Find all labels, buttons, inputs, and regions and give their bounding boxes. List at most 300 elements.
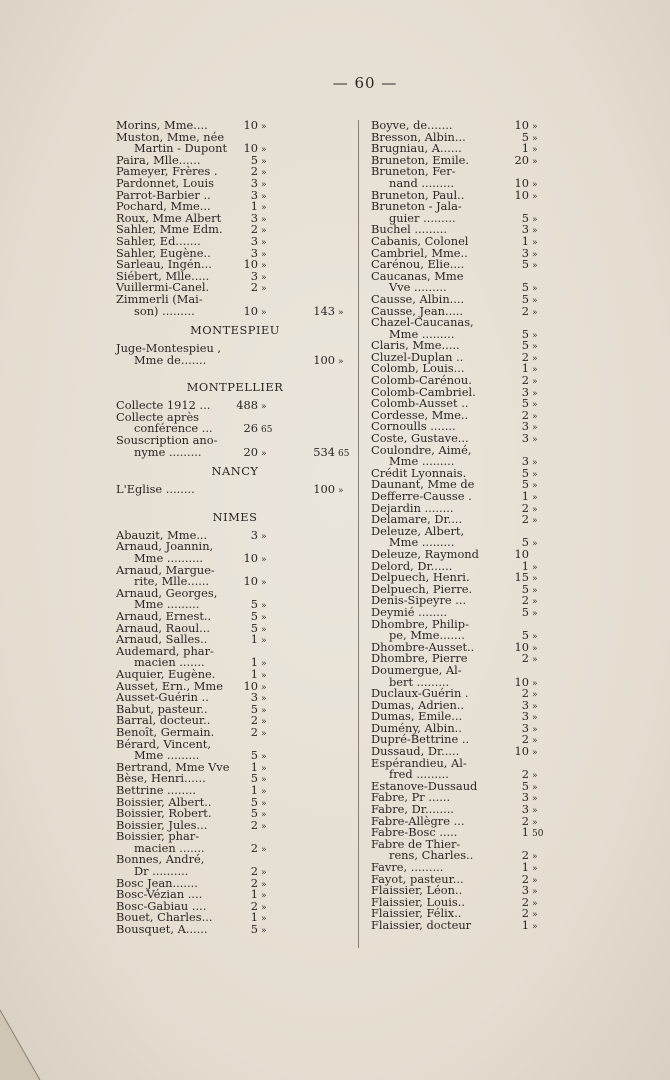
donation-amount: [236, 444, 282, 461]
amount-value: 3: [250, 690, 258, 705]
amount-value: 10: [514, 639, 529, 654]
donor-name: Arnaud, Georges,: [116, 585, 218, 600]
amount-value: 5: [250, 620, 258, 635]
right-column: [371, 120, 543, 932]
amount-cents: »: [532, 921, 538, 932]
amount-value: 3: [250, 175, 258, 190]
amount-cents: »: [532, 365, 538, 376]
amount-value: 2: [521, 373, 529, 388]
donor-name: Coste, Gustave...: [371, 431, 469, 446]
amount-cents: »: [261, 891, 267, 902]
amount-cents: »: [261, 659, 267, 670]
donor-name: Dhombre, Philip-: [371, 616, 469, 631]
amount-value: 10: [514, 118, 529, 132]
donor-name: Boissier, Robert.: [116, 806, 212, 821]
amount-value: 1: [521, 558, 529, 573]
amount-cents: »: [532, 655, 538, 666]
donor-name: Deleuze, Raymond: [371, 546, 479, 561]
donor-name: Juge-Montespieu ,: [116, 341, 222, 356]
donor-name: Flaissier, docteur: [371, 917, 472, 932]
donor-name: Fabre-Allègre ...: [371, 813, 465, 828]
amount-value: 5: [521, 326, 529, 341]
donor-name: Deymié ........: [371, 604, 448, 619]
donor-name: Souscription ano-: [116, 433, 218, 448]
amount-cents: »: [261, 307, 267, 318]
amount-value: 3: [521, 802, 529, 817]
amount-value: 3: [250, 187, 258, 202]
donor-name: Cabanis, Colonel: [371, 233, 469, 248]
donor-name: Dejardin ........: [371, 500, 454, 515]
donor-name: Flaissier, Louis..: [371, 894, 465, 909]
donor-name: Mme ..........: [134, 551, 204, 566]
donor-name: Dumény, Albin..: [371, 720, 462, 735]
amount-cents: »: [532, 516, 538, 527]
amount-cents: »: [261, 156, 267, 167]
amount-cents: »: [532, 608, 538, 619]
amount-cents: »: [532, 261, 538, 272]
donor-name: Barral, docteur..: [116, 713, 211, 728]
amount-cents: »: [532, 643, 538, 654]
donor-name: Bosc-Vézian ....: [116, 887, 203, 902]
section-heading: MONTPELLIER: [186, 380, 284, 395]
amount-cents: »: [532, 295, 538, 306]
donor-name: Bousquet, A......: [116, 922, 208, 937]
amount-cents: »: [261, 249, 267, 260]
amount-value: 5: [250, 771, 258, 786]
amount-value: 2: [250, 840, 258, 855]
donor-name: Vve .........: [389, 280, 447, 295]
amount-cents: »: [532, 597, 538, 608]
amount-cents: »: [261, 203, 267, 214]
page-number: — 60 —: [332, 74, 398, 92]
donor-name: Favre, .........: [371, 860, 444, 874]
amount-cents: »: [532, 585, 538, 596]
amount-cents: »: [532, 388, 538, 399]
donor-name: Sarleau, Ingén...: [116, 257, 212, 272]
donor-name: Cambriel, Mme..: [371, 245, 468, 260]
amount-cents: »: [532, 156, 538, 167]
amount-value: 1: [250, 910, 258, 925]
amount-cents: »: [532, 353, 538, 364]
amount-value: 3: [250, 527, 258, 542]
donor-name: Collecte 1912 ...: [116, 398, 211, 413]
amount-value: 5: [521, 778, 529, 793]
donor-name: Mme .........: [389, 454, 455, 469]
amount-value: 10: [243, 118, 258, 132]
donor-name: Dussaud, Dr.....: [371, 744, 460, 759]
amount-value: 2: [250, 280, 258, 295]
donor-name: Abauzit, Mme...: [116, 527, 208, 542]
amount-cents: »: [261, 717, 267, 728]
amount-value: 1: [250, 759, 258, 774]
amount-cents: »: [261, 122, 267, 132]
amount-cents: 50: [532, 829, 544, 840]
amount-cents: »: [532, 481, 538, 492]
donor-name: Crédit Lyonnais.: [371, 465, 467, 480]
amount-cents: »: [532, 493, 538, 503]
amount-cents: »: [532, 794, 538, 805]
donor-name: bert .........: [389, 674, 450, 689]
amount-cents: »: [261, 775, 267, 786]
amount-value: 1: [521, 361, 529, 376]
amount-value: 3: [250, 245, 258, 260]
total-value: 143: [313, 303, 335, 318]
amount-value: 1: [521, 489, 529, 503]
amount-value: 3: [521, 697, 529, 712]
section-total: [308, 444, 354, 461]
amount-value: 5: [521, 129, 529, 144]
donor-name: Mme .........: [134, 597, 200, 612]
donor-name: Causse, Jean.....: [371, 303, 464, 318]
amount-cents: »: [532, 539, 538, 550]
donor-name: nyme .........: [134, 444, 202, 459]
donor-name: Babut, pasteur..: [116, 701, 208, 716]
donor-name: Colomb, Louis...: [371, 361, 465, 376]
amount-value: 3: [521, 790, 529, 805]
amount-value: 1: [250, 887, 258, 902]
amount-value: 10: [514, 546, 529, 561]
amount-value: 2: [521, 686, 529, 701]
donor-name: Brugniau, A......: [371, 141, 462, 156]
amount-cents: »: [532, 701, 538, 712]
section-total: [308, 352, 354, 369]
amount-value: 2: [521, 512, 529, 527]
donation-amount: [507, 917, 553, 934]
donor-name: Duclaux-Guérin .: [371, 686, 469, 701]
amount-cents: »: [532, 330, 538, 341]
donation-amount: [236, 924, 282, 938]
amount-value: 10: [514, 175, 529, 190]
donor-name: macien .......: [134, 840, 205, 855]
amount-value: 10: [243, 303, 258, 318]
amount-value: 15: [514, 570, 529, 585]
amount-cents: »: [261, 555, 267, 566]
amount-value: 5: [250, 609, 258, 623]
amount-cents: »: [532, 910, 538, 921]
donor-name: fred .........: [389, 767, 449, 782]
amount-value: 10: [243, 574, 258, 589]
amount-cents: »: [532, 875, 538, 886]
amount-value: 5: [521, 396, 529, 411]
amount-cents: »: [261, 145, 267, 156]
donor-name: Boyve, de.......: [371, 118, 453, 132]
amount-value: 5: [521, 628, 529, 643]
donor-name: Bosc Jean.......: [116, 875, 198, 890]
amount-value: 1: [250, 666, 258, 681]
donor-name: Sahler, Mme Edm.: [116, 222, 223, 237]
list-item: [116, 352, 354, 367]
amount-cents: »: [261, 261, 267, 272]
donor-name: Fabre-Bosc .....: [371, 825, 458, 840]
donor-name: Vuillermi-Canel.: [116, 280, 210, 295]
donor-name: Fabre, Pr ......: [371, 790, 451, 805]
amount-value: 5: [521, 257, 529, 272]
amount-cents: »: [532, 504, 538, 515]
donor-name: Claris, Mme.....: [371, 338, 460, 353]
amount-cents: »: [261, 752, 267, 763]
donor-name: Dhombre-Ausset..: [371, 639, 475, 654]
amount-cents: »: [261, 214, 267, 225]
donor-name: Mme de.......: [134, 352, 207, 367]
donor-name: Dumas, Adrien..: [371, 697, 465, 712]
donor-name: Colomb-Carénou.: [371, 373, 472, 388]
amount-cents: »: [261, 191, 267, 202]
donor-name: Bruneton, Emile.: [371, 152, 470, 167]
amount-cents: »: [532, 678, 538, 689]
donor-name: rens, Charles..: [389, 848, 474, 863]
donor-name: Boissier, Albert..: [116, 794, 212, 809]
donation-amount: [507, 546, 553, 561]
amount-cents: »: [261, 179, 267, 190]
amount-cents: »: [261, 624, 267, 635]
amount-cents: »: [261, 613, 267, 623]
amount-value: 2: [521, 407, 529, 422]
amount-cents: »: [261, 810, 267, 821]
amount-value: 2: [521, 732, 529, 747]
amount-cents: »: [261, 798, 267, 809]
donor-name: Bosc-Gabiau ....: [116, 898, 207, 913]
amount-value: 20: [243, 444, 258, 459]
amount-value: 2: [250, 164, 258, 179]
donor-name: Dr ..........: [134, 864, 189, 879]
amount-cents: »: [532, 736, 538, 747]
donor-name: Daunant, Mme de: [371, 477, 475, 492]
column-divider: [358, 120, 359, 948]
amount-value: 2: [521, 813, 529, 828]
donor-name: Cornoulls .......: [371, 419, 456, 434]
donor-name: Pardonnet, Louis: [116, 175, 215, 190]
total-cents: »: [338, 486, 344, 497]
amount-value: 1: [250, 632, 258, 647]
donor-name: Parrot-Barbier ..: [116, 187, 211, 202]
donor-name: Mme .........: [134, 748, 200, 763]
amount-value: 10: [243, 678, 258, 693]
amount-cents: »: [532, 782, 538, 793]
amount-cents: »: [532, 191, 538, 202]
donor-name: Defferre-Causse .: [371, 489, 472, 503]
amount-cents: »: [261, 682, 267, 693]
amount-value: 3: [521, 720, 529, 735]
donor-name: guier .........: [389, 210, 456, 225]
donor-name: Chazel-Caucanas,: [371, 315, 474, 330]
amount-cents: »: [532, 574, 538, 585]
list-item: [116, 924, 354, 936]
amount-cents: »: [532, 632, 538, 643]
amount-value: 3: [250, 233, 258, 248]
amount-cents: »: [261, 705, 267, 716]
amount-cents: »: [261, 284, 267, 295]
amount-cents: 65: [261, 425, 273, 436]
donor-name: Ausset, Ern., Mme: [116, 678, 223, 693]
amount-value: 2: [250, 222, 258, 237]
donor-name: pe, Mme.......: [389, 628, 465, 643]
section-total: [308, 303, 354, 320]
donor-name: Pochard, Mme...: [116, 199, 211, 214]
amount-value: 10: [243, 257, 258, 272]
amount-cents: »: [532, 179, 538, 190]
amount-value: 2: [521, 349, 529, 364]
amount-cents: »: [532, 469, 538, 480]
donor-name: Delamare, Dr....: [371, 512, 463, 527]
amount-cents: »: [261, 844, 267, 855]
amount-value: 1: [250, 199, 258, 214]
donor-name: Ausset-Guérin ..: [116, 690, 209, 705]
donor-name: Delpuech, Henri.: [371, 570, 470, 585]
section-total: [308, 484, 354, 498]
amount-value: 1: [250, 782, 258, 797]
amount-value: 5: [250, 597, 258, 612]
amount-value: 3: [250, 268, 258, 283]
amount-value: 1: [250, 655, 258, 670]
amount-cents: »: [532, 145, 538, 156]
donor-name: Bruneton, Fer-: [371, 164, 456, 179]
total-value: 100: [313, 352, 335, 367]
amount-value: 1: [521, 233, 529, 248]
donor-name: Deleuze, Albert,: [371, 523, 465, 538]
donor-name: Caucanas, Mme: [371, 268, 464, 283]
amount-value: 5: [250, 748, 258, 763]
amount-value: 2: [521, 894, 529, 909]
donor-name: Sahler, Eugène..: [116, 245, 211, 260]
donor-name: Siébert, Mlle.....: [116, 268, 210, 283]
amount-value: 10: [243, 141, 258, 156]
amount-cents: »: [261, 821, 267, 832]
amount-cents: »: [532, 122, 538, 132]
amount-cents: »: [532, 690, 538, 701]
donor-name: Cordesse, Mme..: [371, 407, 469, 422]
amount-cents: »: [532, 249, 538, 260]
donor-name: Morins, Mme....: [116, 118, 208, 132]
donation-amount: [236, 303, 282, 320]
amount-value: 5: [521, 604, 529, 619]
donor-name: Flaissier, Félix..: [371, 906, 462, 921]
amount-cents: »: [532, 423, 538, 434]
amount-cents: »: [261, 670, 267, 681]
amount-value: 3: [521, 419, 529, 434]
donor-name: Arnaud, Ernest..: [116, 609, 212, 623]
amount-cents: »: [261, 786, 267, 797]
amount-cents: »: [532, 226, 538, 237]
amount-value: 5: [521, 581, 529, 596]
amount-value: 2: [521, 871, 529, 886]
amount-cents: »: [261, 868, 267, 879]
amount-value: 2: [250, 817, 258, 832]
amount-value: 5: [250, 701, 258, 716]
amount-value: 5: [521, 465, 529, 480]
amount-value: 5: [521, 535, 529, 550]
amount-value: 3: [521, 454, 529, 469]
amount-cents: »: [532, 377, 538, 388]
donor-name: macien .......: [134, 655, 205, 670]
donor-name: Bresson, Albin...: [371, 129, 466, 144]
donor-name: Coulondre, Aimé,: [371, 442, 472, 457]
amount-value: 2: [521, 500, 529, 515]
amount-value: 3: [250, 210, 258, 225]
amount-value: 5: [250, 922, 258, 937]
amount-value: 5: [521, 210, 529, 225]
total-cents: »: [338, 307, 344, 318]
list-item: [116, 303, 354, 318]
amount-cents: »: [532, 864, 538, 874]
amount-cents: »: [532, 342, 538, 353]
donor-name: Dupré-Bettrine ..: [371, 732, 470, 747]
amount-cents: »: [532, 713, 538, 724]
amount-cents: »: [261, 448, 267, 459]
amount-value: 3: [521, 709, 529, 724]
amount-value: 10: [243, 551, 258, 566]
amount-cents: »: [532, 806, 538, 817]
donor-name: Bruneton, Paul..: [371, 187, 465, 202]
donor-name: Denis-Sipeyre ...: [371, 593, 467, 608]
list-item: [371, 917, 543, 932]
donor-name: Carénou, Elie....: [371, 257, 465, 272]
amount-value: 1: [521, 141, 529, 156]
amount-value: 10: [514, 744, 529, 759]
donor-name: Delord, Dr......: [371, 558, 453, 573]
amount-value: 3: [521, 384, 529, 399]
donor-name: Arnaud, Margue-: [116, 562, 215, 577]
amount-value: 26: [243, 421, 258, 436]
donor-name: Arnaud, Raoul...: [116, 620, 210, 635]
donor-name: Roux, Mme Albert: [116, 210, 222, 225]
amount-value: 1: [521, 860, 529, 874]
donor-name: Pameyer, Frères .: [116, 164, 218, 179]
amount-value: 2: [250, 898, 258, 913]
donor-name: Fabre, Dr........: [371, 802, 454, 817]
donor-name: Bruneton - Jala-: [371, 199, 462, 214]
amount-cents: »: [532, 887, 538, 898]
amount-cents: »: [532, 898, 538, 909]
amount-cents: »: [261, 902, 267, 913]
donor-name: Colomb-Cambriel.: [371, 384, 476, 399]
donor-name: Bérard, Vincent,: [116, 736, 211, 751]
amount-value: 20: [514, 152, 529, 167]
amount-value: 2: [521, 593, 529, 608]
donor-name: Boissier, Jules...: [116, 817, 208, 832]
donor-name: Dumas, Emile...: [371, 709, 463, 724]
list-item: [116, 484, 354, 496]
amount-value: 2: [521, 848, 529, 863]
donor-name: Flaissier, Léon..: [371, 883, 463, 898]
amount-cents: »: [261, 168, 267, 179]
amount-cents: »: [532, 237, 538, 248]
total-value: 100: [313, 482, 335, 497]
donor-name: Arnaud, Salles..: [116, 632, 208, 647]
amount-value: 2: [521, 767, 529, 782]
amount-cents: »: [261, 728, 267, 739]
section-heading: MONTESPIEU: [190, 323, 280, 338]
page-corner-fold: [0, 1000, 60, 1080]
donor-name: Zimmerli (Mai-: [116, 291, 203, 306]
donor-name: Bertrand, Mme Vve: [116, 759, 230, 774]
donor-name: Sahler, Ed.......: [116, 233, 201, 248]
amount-cents: »: [261, 402, 267, 413]
donor-name: Bouet, Charles...: [116, 910, 213, 925]
amount-value: 10: [514, 674, 529, 689]
amount-cents: »: [261, 926, 267, 937]
donor-name: Collecte après: [116, 409, 200, 424]
amount-value: 1: [521, 917, 529, 932]
amount-cents: »: [261, 763, 267, 774]
donor-name: Martin - Dupont: [134, 141, 228, 156]
donor-name: nand .........: [389, 175, 454, 190]
list-item: [116, 444, 354, 459]
amount-value: 5: [250, 806, 258, 821]
donor-name: Paira, Mlle......: [116, 152, 201, 167]
donor-name: Estanove-Dussaud: [371, 778, 478, 793]
amount-cents: »: [261, 272, 267, 283]
amount-value: 5: [521, 477, 529, 492]
